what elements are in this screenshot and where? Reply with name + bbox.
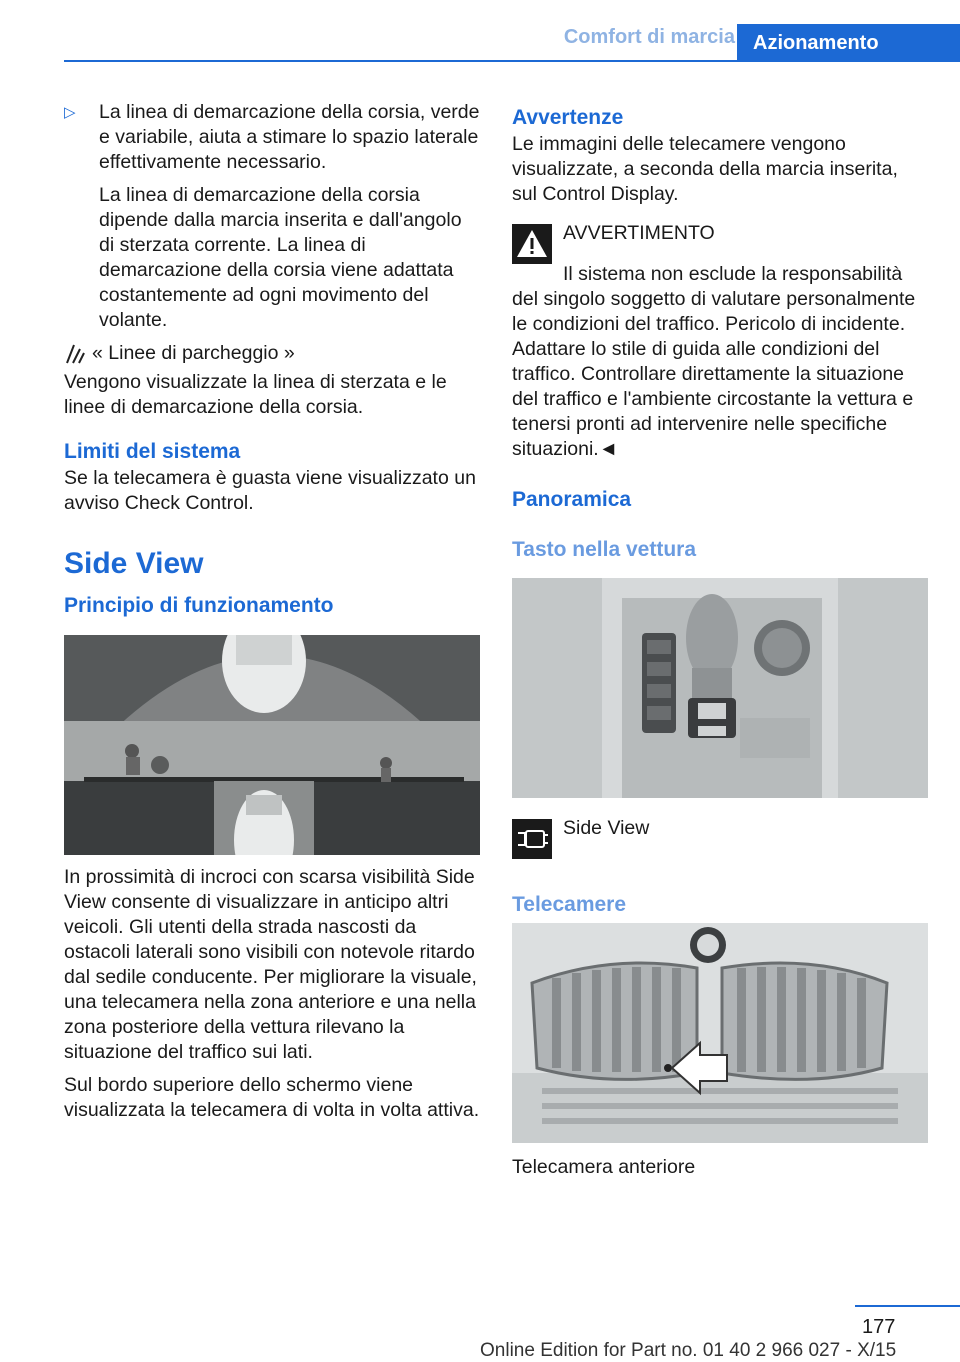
warning-text: Il sistema non esclude la responsabilità del singolo soggetto di valutare personalmente le condizioni del traffico. Pericolo di incidente. Adattare lo stile di guida alle condizioni del traffico. Controllare direttamente la situazione del traffico e l'ambiente circostante la vettura e tenersi pronti ad intervenire nelle specifiche situazioni.◄ [512, 263, 916, 460]
center-console-photo [512, 578, 928, 798]
overview-heading: Panoramica [512, 488, 632, 511]
principle-heading: Principio di funzionamento [64, 594, 334, 617]
warning-row [512, 221, 928, 264]
bullet-item [64, 100, 480, 175]
front-camera-caption: Telecamera anteriore [512, 1156, 696, 1178]
button-heading: Tasto nella vettura [512, 538, 696, 561]
right-column [512, 100, 928, 1180]
header-chapter-tab[interactable]: Azionamento [737, 24, 960, 62]
parking-lines-icon [64, 343, 86, 365]
warning-triangle-icon [512, 224, 552, 264]
header-section-tab[interactable]: Comfort di marcia [563, 26, 735, 48]
principle-text-2: Sul bordo superiore dello schermo viene visualizzata la telecamera di volta in volta attiva. [64, 1074, 480, 1121]
footer-edition: Online Edition for Part no. 01 40 2 966 027 - X/15 [480, 1340, 897, 1361]
triangle-right-icon: ▷ [64, 104, 76, 121]
side-view-button-icon [512, 819, 552, 859]
parking-lines-label: « Linee di parcheggio » [92, 342, 295, 364]
limits-heading: Limiti del sistema [64, 440, 241, 463]
side-view-button-row [512, 816, 928, 859]
header-rule [64, 60, 960, 62]
limits-text: Se la telecamera è guasta viene visualizzato un avviso Check Control. [64, 467, 476, 514]
footer-rule [855, 1305, 960, 1307]
side-view-illustration [64, 635, 480, 855]
parking-lines-row [64, 341, 480, 366]
notes-heading: Avvertenze [512, 106, 624, 129]
page-number: 177 [862, 1316, 896, 1338]
side-view-heading: Side View [64, 547, 204, 580]
notes-text: Le immagini delle telecamere vengono visualizzate, a seconda della marcia inserita, sul Control Display. [512, 133, 898, 205]
bullet-continuation: La linea di demarcazione della corsia dipende dalla marcia inserita e dall'angolo di sterzata corrente. La linea di demarcazione della corsia viene adattata costantemente ad ogni movimento del volante. [99, 184, 462, 331]
parking-lines-text: Vengono visualizzate la linea di sterzata e le linee di demarcazione della corsia. [64, 371, 447, 418]
bullet-text: La linea di demarcazione della corsia, verde e variabile, aiuta a stimare lo spazio laterale effettivamente necessario. [99, 101, 480, 173]
left-column [64, 100, 480, 1123]
principle-text-1: In prossimità di incroci con scarsa visibilità Side View consente di visualizzare in anticipo altri veicoli. Gli utenti della strada nascosti da ostacoli laterali sono visibili con notevole ritardo dal sedile conducente. Per migliorare la visuale, una telecamera nella zona anteriore e una nella zona posteriore della vettura rilevano la situazione del traffico sui lati. [64, 866, 477, 1063]
front-camera-photo [512, 923, 928, 1143]
side-view-button-label: Side View [563, 817, 650, 839]
cameras-heading: Telecamere [512, 893, 627, 916]
warning-title: AVVERTIMENTO [563, 222, 715, 244]
